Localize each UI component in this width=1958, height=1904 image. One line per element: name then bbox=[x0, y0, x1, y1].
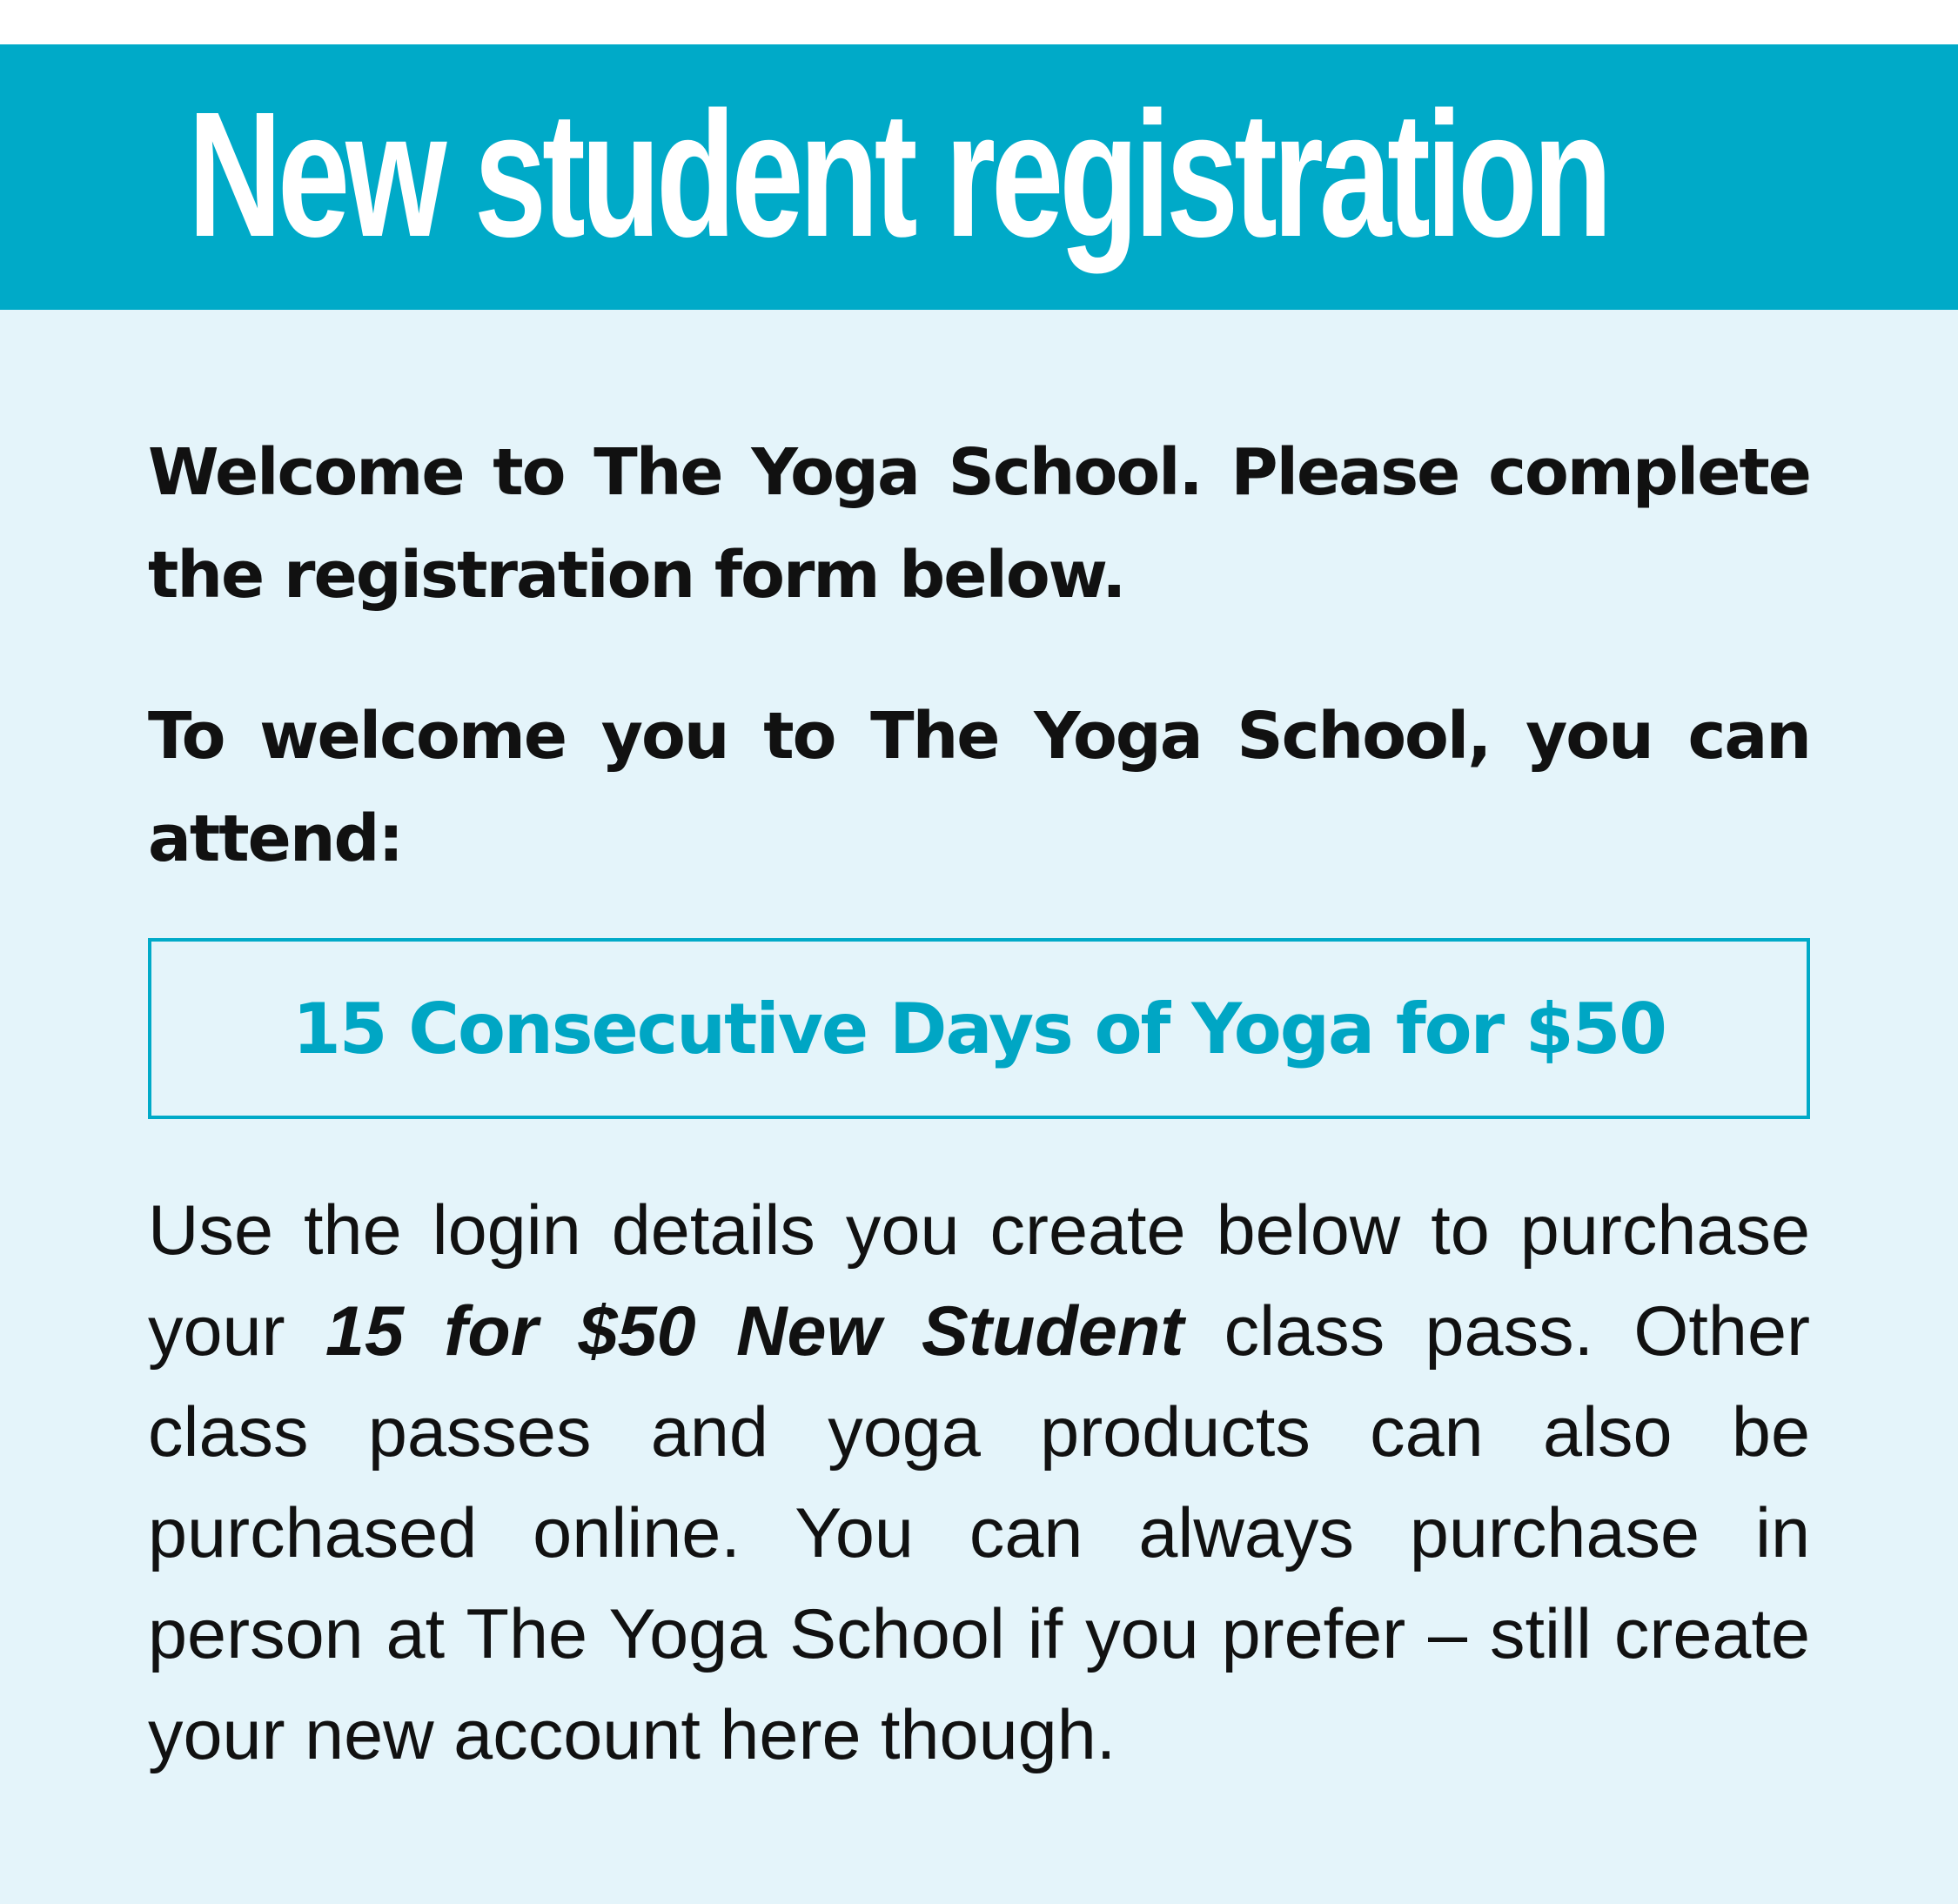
details-text-part1: Use the login details you create below to purchase your bbox=[148, 1191, 1810, 1371]
offer-text: 15 Consecutive Days of Yoga for $50 bbox=[292, 988, 1666, 1069]
page-title: New student registration bbox=[188, 75, 1608, 274]
welcome-text: Welcome to The Yoga School. Please complete the registration form below. bbox=[148, 435, 1810, 613]
offer-box bbox=[148, 938, 1810, 1119]
details-text-part2: class pass. Other class passes and yoga products can also be purchased online. You can always purchase in person at The Yoga School if you prefer – still create your new account here though. bbox=[148, 1292, 1810, 1774]
attend-text: To welcome you to The Yoga School, you can attend: bbox=[148, 699, 1810, 876]
header-banner bbox=[0, 44, 1958, 310]
details-text bbox=[148, 1180, 1810, 1786]
pass-name: 15 for $50 New Student bbox=[325, 1292, 1184, 1371]
content-panel bbox=[0, 310, 1958, 1904]
